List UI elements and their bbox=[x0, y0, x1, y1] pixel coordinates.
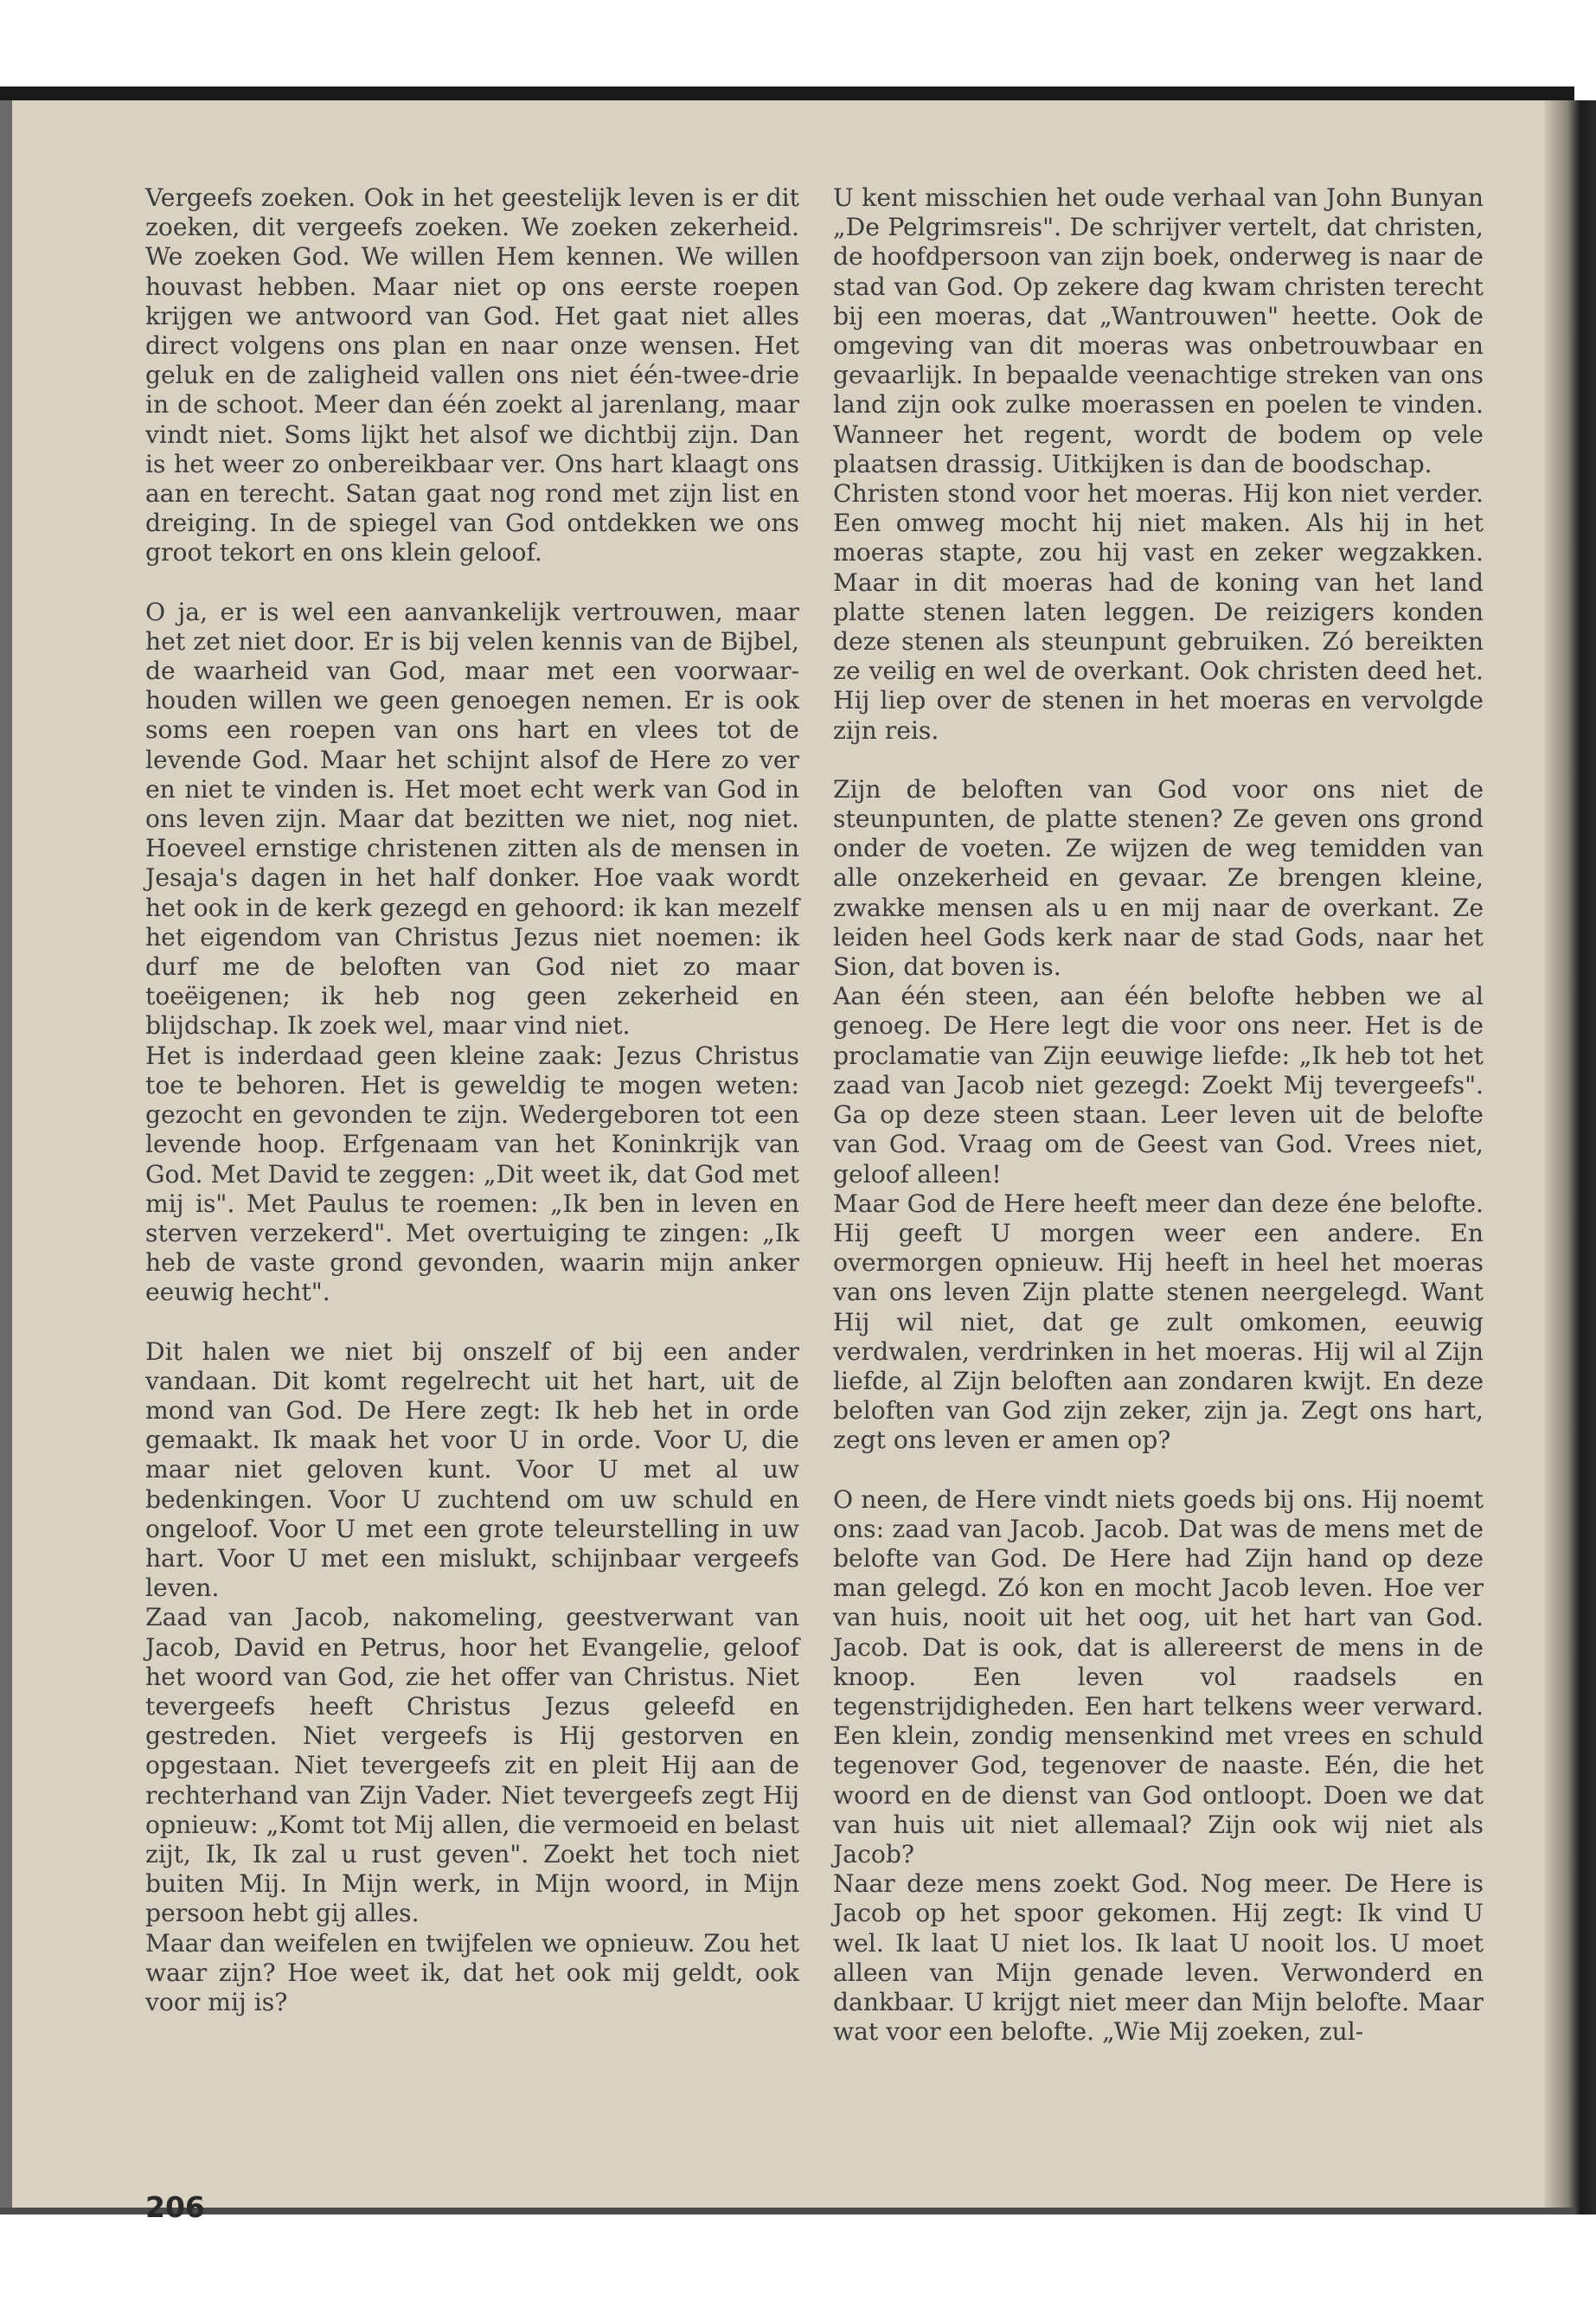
right-text-column bbox=[833, 183, 1484, 2047]
paragraph: Zaad van Jacob, nakomeling, geestverwant van Jacob, David en Petrus, hoor het Evangelie, geloof het woord van God, zie het offer van Christus. Niet tevergeefs heeft Christus Jezus geleefd en gestreden. Niet vergeefs is Hij gestorven en opgestaan. Niet tevergeefs zit en pleit Hij aan de rechterhand van Zijn Vader. Niet tevergeefs zegt Hij opnieuw: „Komt tot Mij allen, die vermoeid en belast zijt, Ik, Ik zal u rust geven". Zoekt het toch niet buiten Mij. In Mijn werk, in Mijn woord, in Mijn persoon hebt gij alles. bbox=[145, 1603, 799, 1928]
book-page bbox=[0, 87, 1574, 2224]
paragraph: Het is inderdaad geen kleine zaak: Jezus Christus toe te behoren. Het is geweldig te mogen weten: gezocht en gevonden te zijn. Wedergeboren tot een levende hoop. Erfgenaam van het Koninkrijk van God. Met David te zeggen: „Dit weet ik, dat God met mij is". Met Paulus te roemen: „Ik ben in leven en sterven verzekerd". Met overtuiging te zingen: „Ik heb de vaste grond gevonden, waarin mijn anker eeuwig hecht". bbox=[145, 1041, 799, 1307]
page-bottom-edge bbox=[0, 2208, 1574, 2214]
paragraph: O ja, er is wel een aanvankelijk vertrouwen, maar het zet niet door. Er is bij velen kennis van de Bijbel, de waarheid van God, maar met een voorwaar-houden willen we geen genoegen nemen. Er is ook soms een roepen van ons hart en vlees tot de levende God. Maar het schijnt alsof de Here zo ver en niet te vinden is. Het moet echt werk van God in ons leven zijn. Maar dat bezitten we niet, nog niet. Hoeveel ernstige christenen zitten als de mensen in Jesaja's dagen in het half donker. Hoe vaak wordt het ook in de kerk gezegd en gehoord: ik kan mezelf het eigendom van Christus Jezus niet noemen: ik durf me de beloften van God niet zo maar toeëigenen; ik heb nog geen zekerheid en blijdschap. Ik zoek wel, maar vind niet. bbox=[145, 597, 799, 1041]
paragraph: O neen, de Here vindt niets goeds bij ons. Hij noemt ons: zaad van Jacob. Jacob. Dat was de mens met de belofte van God. De Here had Zijn hand op deze man gelegd. Zó kon en mocht Jacob leven. Hoe ver van huis, nooit uit het oog, uit het hart van God. Jacob. Dat is ook, dat is allereerst de mens in de knoop. Een leven vol raadsels en tegenstrijdigheden. Een hart telkens weer verward. Een klein, zondig mensenkind met vrees en schuld tegenover God, tegenover de naaste. Eén, die het woord en de dienst van God ontloopt. Doen we dat van huis uit niet allemaal? Zijn ook wij niet als Jacob? bbox=[833, 1484, 1484, 1868]
paragraph: Aan één steen, aan één belofte hebben we al genoeg. De Here legt die voor ons neer. Het is de proclamatie van Zijn eeuwige liefde: „Ik heb tot het zaad van Jacob niet gezegd: Zoekt Mij tevergeefs". Ga op deze steen staan. Leer leven uit de belofte van God. Vraag om de Geest van God. Vrees niet, geloof alleen! bbox=[833, 982, 1484, 1189]
paragraph: Maar God de Here heeft meer dan deze éne belofte. Hij geeft U morgen weer een andere. En overmorgen opnieuw. Hij heeft in heel het moeras van ons leven Zijn platte stenen neergelegd. Want Hij wil niet, dat ge zult omkomen, eeuwig verdwalen, verdrinken in het moeras. Hij wil al Zijn liefde, al Zijn beloften aan zondaren kwijt. En deze beloften van God zijn zeker, zijn ja. Zegt ons hart, zegt ons leven er amen op? bbox=[833, 1189, 1484, 1455]
paragraph: Zijn de beloften van God voor ons niet de steunpunten, de platte stenen? Ze geven ons grond onder de voeten. Ze wijzen de weg temidden van alle onzekerheid en gevaar. Ze brengen kleine, zwakke mensen als u en mij naar de overkant. Ze leiden heel Gods kerk naar de stad Gods, naar het Sion, dat boven is. bbox=[833, 774, 1484, 982]
left-text-column bbox=[145, 183, 799, 2017]
page-left-edge bbox=[0, 100, 12, 2214]
paragraph: Christen stond voor het moeras. Hij kon niet verder. Een omweg mocht hij niet maken. Als hij in het moeras stapte, zou hij vast en zeker wegzakken. Maar in dit moeras had de koning van het land platte stenen laten leggen. De reizigers konden deze stenen als steunpunt gebruiken. Zó bereikten ze veilig en wel de overkant. Ook christen deed het. Hij liep over de stenen in het moeras en vervolgde zijn reis. bbox=[833, 479, 1484, 745]
paragraph: Dit halen we niet bij onszelf of bij een ander vandaan. Dit komt regelrecht uit het hart, uit de mond van God. De Here zegt: Ik heb het in orde gemaakt. Ik maak het voor U in orde. Voor U, die maar niet geloven kunt. Voor U met al uw bedenkingen. Voor U zuchtend om uw schuld en ongeloof. Voor U met een grote teleurstelling in uw hart. Voor U met een mislukt, schijnbaar vergeefs leven. bbox=[145, 1336, 799, 1603]
paragraph: Vergeefs zoeken. Ook in het geestelijk leven is er dit zoeken, dit vergeefs zoeken. We zoeken zekerheid. We zoeken God. We willen Hem kennen. We willen houvast hebben. Maar niet op ons eerste roepen krijgen we antwoord van God. Het gaat niet alles direct volgens ons plan en naar onze wensen. Het geluk en de zaligheid vallen ons niet één-twee-drie in de schoot. Meer dan één zoekt al jarenlang, maar vindt niet. Soms lijkt het alsof we dichtbij zijn. Dan is het weer zo onbereikbaar ver. Ons hart klaagt ons aan en terecht. Satan gaat nog rond met zijn list en dreiging. In de spiegel van God ontdekken we ons groot tekort en ons klein geloof. bbox=[145, 183, 799, 567]
paragraph: U kent misschien het oude verhaal van John Bunyan „De Pelgrimsreis". De schrijver vertelt, dat christen, de hoofdpersoon van zijn boek, onderweg is naar de stad van God. Op zekere dag kwam christen terecht bij een moeras, dat „Wantrouwen" heette. Ook de omgeving van dit moeras was onbetrouwbaar en gevaarlijk. In bepaalde veenachtige streken van ons land zijn ook zulke moerassen en poelen te vinden. Wanneer het regent, wordt de bodem op vele plaatsen drassig. Uitkijken is dan de boodschap. bbox=[833, 183, 1484, 478]
paragraph: Naar deze mens zoekt God. Nog meer. De Here is Jacob op het spoor gekomen. Hij zegt: Ik vind U wel. Ik laat U niet los. Ik laat U nooit los. U moet alleen van Mijn genade leven. Verwonderd en dankbaar. U krijgt niet meer dan Mijn belofte. Maar wat voor een belofte. „Wie Mij zoeken, zul- bbox=[833, 1869, 1484, 2047]
page-number: 206 bbox=[145, 2190, 205, 2224]
book-spine-shadow bbox=[1544, 100, 1596, 2214]
paragraph: Maar dan weifelen en twijfelen we opnieuw. Zou het waar zijn? Hoe weet ik, dat het ook mij geldt, ook voor mij is? bbox=[145, 1928, 799, 2016]
